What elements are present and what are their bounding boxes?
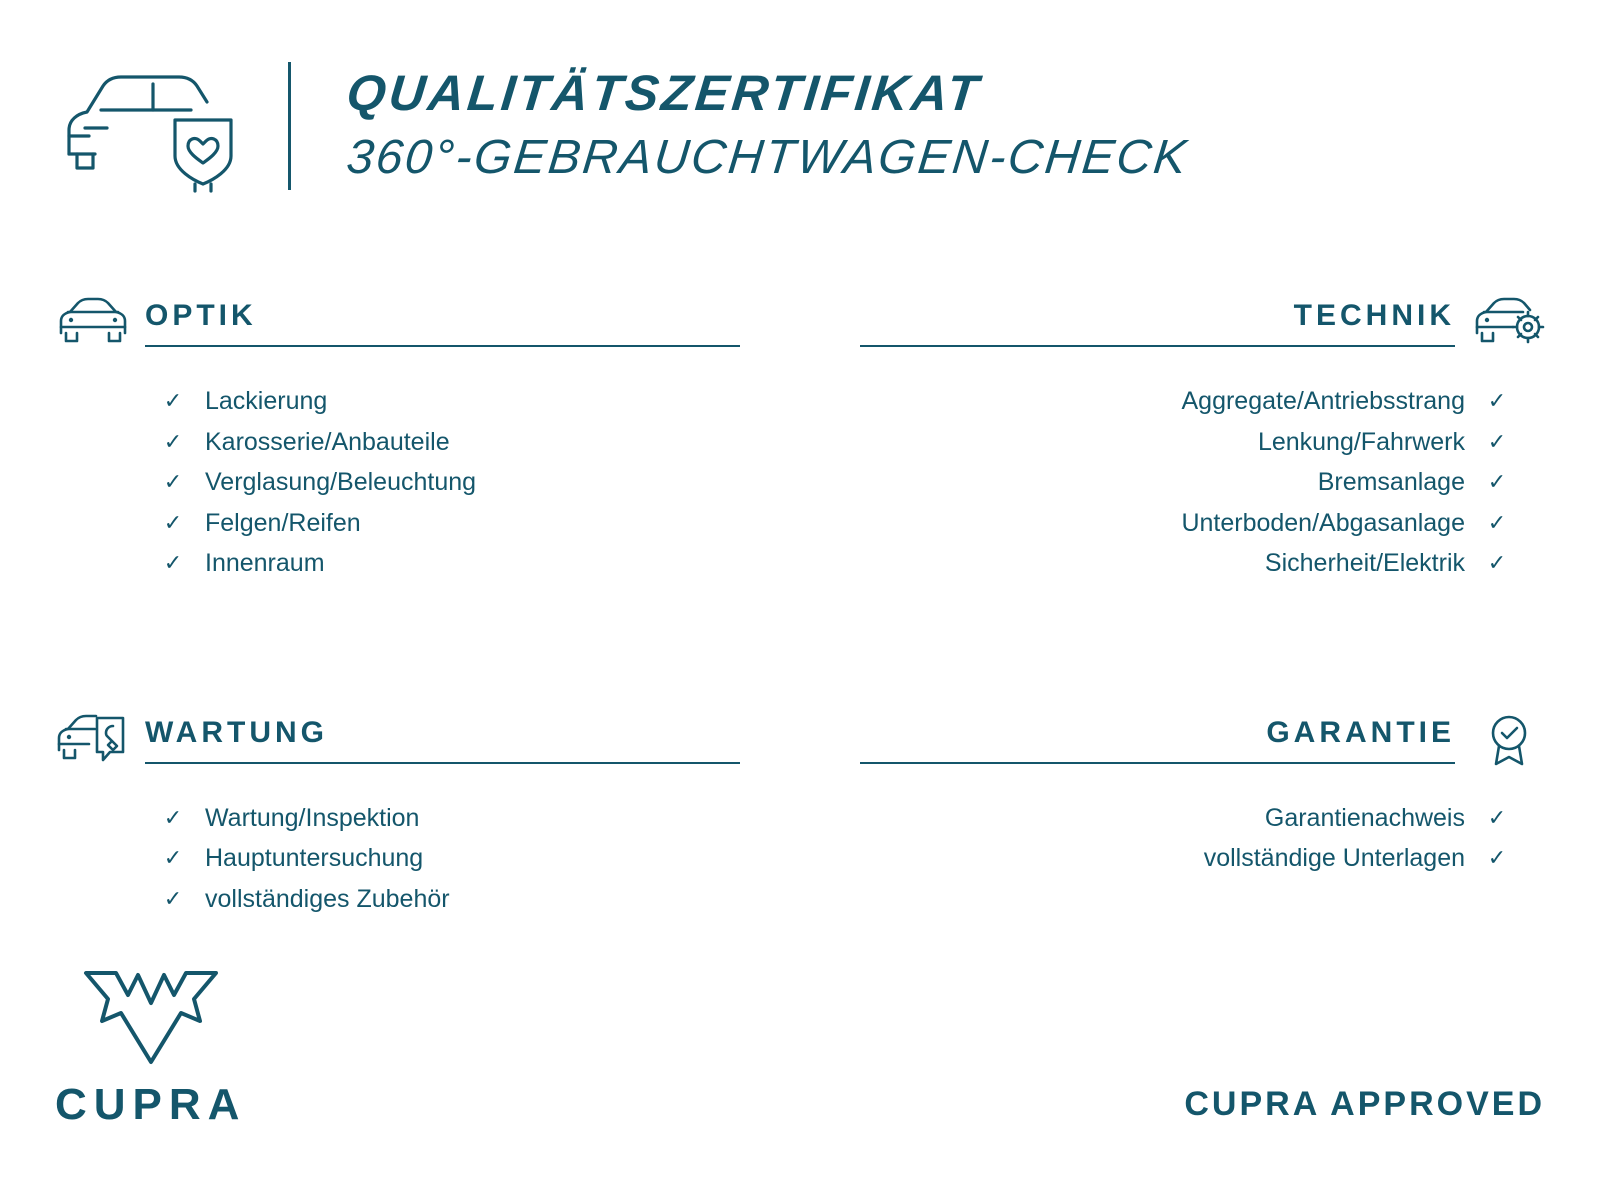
section-optik-items [55,381,740,584]
check-icon: ✓ [163,845,183,871]
check-icon: ✓ [163,885,183,911]
list-item-label: Unterboden/Abgasanlage [1181,508,1465,537]
list-item-label: Bremsanlage [1317,468,1465,496]
section-technik-items [860,381,1545,584]
list-item-label: Sicherheit/Elektrik [1264,549,1465,577]
list-item [860,422,1545,463]
list-item-label: Verglasung/Beleuchtung [205,468,477,496]
section-garantie-header [860,712,1545,768]
list-item-label: Lackierung [205,387,328,415]
check-icon: ✓ [163,428,183,454]
approved-label: CUPRA APPROVED [1184,1085,1545,1123]
section-optik [55,295,800,600]
section-rule [145,345,740,347]
header-text [344,64,1191,187]
check-icon: ✓ [1487,550,1507,576]
list-item-label: Hauptuntersuchung [205,844,424,872]
sections-row-top [55,295,1545,600]
brand-block [55,965,246,1130]
list-item-label: Aggregate/Antriebsstrang [1181,387,1465,415]
car-gear-icon [1473,295,1545,351]
section-technik-header [860,295,1545,351]
check-icon: ✓ [1487,388,1507,414]
section-rule [860,345,1455,347]
check-icon: ✓ [163,469,183,495]
list-item [55,879,740,920]
list-item [860,543,1545,584]
section-garantie [800,712,1545,936]
list-item [55,798,740,839]
list-item-label: Innenraum [205,549,325,577]
list-item-label: Garantienachweis [1264,803,1465,832]
check-icon: ✓ [163,550,183,576]
section-wartung-items [55,798,740,920]
check-icon: ✓ [163,509,183,535]
list-item-label: Wartung/Inspektion [205,803,420,832]
list-item [55,503,740,544]
section-wartung-header [55,712,740,768]
section-optik-header [55,295,740,351]
list-item [55,838,740,879]
list-item-label: vollständiges Zubehör [205,884,450,913]
header-divider [288,62,291,190]
check-icon: ✓ [1487,469,1507,495]
section-rule [860,762,1455,764]
check-icon: ✓ [1487,845,1507,871]
list-item [860,503,1545,544]
check-icon: ✓ [163,388,183,414]
car-heart-icon [55,58,270,193]
section-title: OPTIK [145,299,257,332]
list-item-label: Karosserie/Anbauteile [205,427,450,456]
car-front-icon [55,295,127,351]
list-item [55,462,740,503]
section-title: TECHNIK [1293,299,1455,332]
section-rule [145,762,740,764]
check-icon: ✓ [163,804,183,830]
list-item-label: vollständige Unterlagen [1203,844,1465,872]
sections-row-bottom [55,712,1545,936]
check-icon: ✓ [1487,509,1507,535]
car-wrench-icon [55,712,127,768]
cupra-logo-icon [76,965,226,1070]
certificate-footer [55,965,1545,1130]
section-title: GARANTIE [1266,715,1455,749]
page-subtitle: 360°-GEBRAUCHTWAGEN-CHECK [344,131,1191,185]
list-item-label: Felgen/Reifen [205,508,361,537]
sections-grid [55,295,1545,935]
list-item [55,422,740,463]
section-title: WARTUNG [145,715,328,749]
section-wartung [55,712,800,936]
section-technik [800,295,1545,600]
certificate-header [55,58,1191,193]
list-item [55,543,740,584]
check-icon: ✓ [1487,804,1507,830]
check-icon: ✓ [1487,428,1507,454]
list-item [860,838,1545,879]
list-item [860,462,1545,503]
section-garantie-items [860,798,1545,879]
seal-check-icon [1473,712,1545,768]
list-item-label: Lenkung/Fahrwerk [1257,427,1465,456]
list-item [860,381,1545,422]
brand-wordmark: CUPRA [55,1080,247,1129]
list-item [860,798,1545,839]
list-item [55,381,740,422]
page-title: QUALITÄTSZERTIFIKAT [344,65,984,122]
